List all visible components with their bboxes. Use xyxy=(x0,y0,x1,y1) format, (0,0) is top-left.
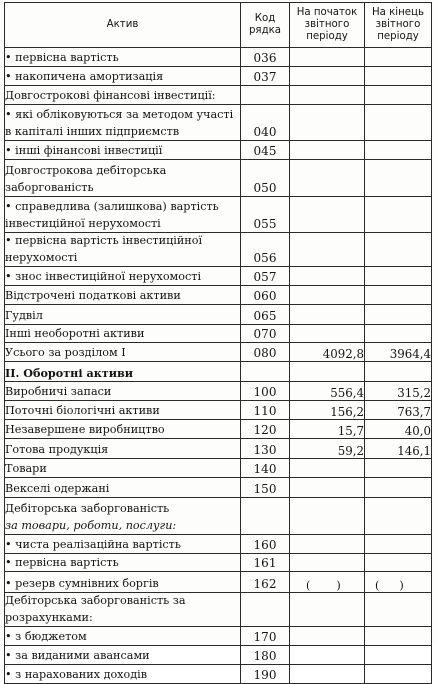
row-label: • з бюджетом xyxy=(5,627,241,646)
row-end-value xyxy=(365,665,432,684)
open-paren: ( xyxy=(375,579,380,592)
row-code: 170 xyxy=(241,627,290,646)
row-begin-value xyxy=(290,362,365,382)
balance-sheet-table xyxy=(4,2,432,684)
row-end-value xyxy=(365,362,432,382)
row-begin-value xyxy=(290,498,365,535)
table-row xyxy=(5,267,432,286)
row-begin-value xyxy=(290,48,365,67)
row-end-value xyxy=(365,554,432,572)
row-code: 056 xyxy=(241,233,290,267)
row-label: Усього за розділом I xyxy=(5,343,241,362)
table-row xyxy=(5,646,432,665)
table-row xyxy=(5,67,432,86)
row-begin-value: 556,4 xyxy=(290,382,365,401)
row-code xyxy=(241,593,290,627)
table-row xyxy=(5,401,432,420)
header-asset: Актив xyxy=(5,3,241,48)
row-label: Довгострокова дебіторська заборгованість xyxy=(5,160,241,197)
table-row xyxy=(5,478,432,498)
table-row xyxy=(5,343,432,362)
row-end-value xyxy=(365,498,432,535)
row-code: 161 xyxy=(241,554,290,572)
table-row xyxy=(5,286,432,305)
row-begin-value xyxy=(290,535,365,554)
table-row xyxy=(5,48,432,67)
table-row xyxy=(5,105,432,141)
header-code: Код рядка xyxy=(241,3,290,48)
row-code: 190 xyxy=(241,665,290,684)
table-header-row xyxy=(5,3,432,48)
row-code xyxy=(241,362,290,382)
row-begin-value xyxy=(290,197,365,233)
row-end-value: 315,2 xyxy=(365,382,432,401)
row-code: 065 xyxy=(241,305,290,325)
row-end-value xyxy=(365,572,432,593)
row-begin-value xyxy=(290,105,365,141)
row-begin-value xyxy=(290,160,365,197)
row-code: 060 xyxy=(241,286,290,305)
section-row xyxy=(5,362,432,382)
row-code xyxy=(241,86,290,105)
header-begin-period: На початок звітного періоду xyxy=(290,3,365,48)
row-label: Довгострокові фінансові інвестиції: xyxy=(5,86,241,105)
row-label: Відстрочені податкові активи xyxy=(5,286,241,305)
row-label xyxy=(5,498,241,535)
row-end-value xyxy=(365,478,432,498)
table-row xyxy=(5,233,432,267)
row-code: 080 xyxy=(241,343,290,362)
row-code: 120 xyxy=(241,420,290,439)
row-label: • справедлива (залишкова) вартість інвестиційної нерухомості xyxy=(5,197,241,233)
row-end-value xyxy=(365,105,432,141)
row-label: Незавершене виробництво xyxy=(5,420,241,439)
table-row xyxy=(5,160,432,197)
row-label: • первісна вартість xyxy=(5,554,241,572)
row-code: 130 xyxy=(241,439,290,459)
row-begin-value xyxy=(290,305,365,325)
row-code: 162 xyxy=(241,572,290,593)
row-label: Готова продукція xyxy=(5,439,241,459)
section-title: II. Оборотні активи xyxy=(5,362,241,382)
row-code: 180 xyxy=(241,646,290,665)
row-begin-value: 4092,8 xyxy=(290,343,365,362)
row-code: 036 xyxy=(241,48,290,67)
row-end-value xyxy=(365,286,432,305)
row-label: • знос інвестиційної нерухомості xyxy=(5,267,241,286)
row-end-value xyxy=(365,86,432,105)
row-code xyxy=(241,498,290,535)
row-label: • інші фінансові інвестиції xyxy=(5,141,241,160)
table-row xyxy=(5,305,432,325)
row-begin-value xyxy=(290,141,365,160)
row-code: 045 xyxy=(241,141,290,160)
row-code: 040 xyxy=(241,105,290,141)
row-end-value xyxy=(365,305,432,325)
row-end-value xyxy=(365,233,432,267)
row-label: • резерв сумнівних боргів xyxy=(5,572,241,593)
row-label: Гудвіл xyxy=(5,305,241,325)
table-row xyxy=(5,439,432,459)
row-begin-value xyxy=(290,627,365,646)
row-end-value xyxy=(365,141,432,160)
table-row xyxy=(5,325,432,343)
row-label: • чиста реалізаційна вартість xyxy=(5,535,241,554)
table-row xyxy=(5,535,432,554)
row-begin-value xyxy=(290,325,365,343)
table-row xyxy=(5,382,432,401)
close-paren: ) xyxy=(399,579,404,592)
row-code: 050 xyxy=(241,160,290,197)
row-end-value xyxy=(365,267,432,286)
row-end-value: 146,1 xyxy=(365,439,432,459)
table-row xyxy=(5,420,432,439)
row-end-value: 40,0 xyxy=(365,420,432,439)
close-paren: ) xyxy=(336,579,341,592)
row-begin-value xyxy=(290,646,365,665)
row-label-line1: Дебіторська заборгованість xyxy=(5,502,170,515)
row-end-value: 763,7 xyxy=(365,401,432,420)
row-begin-value: 15,7 xyxy=(290,420,365,439)
row-code: 150 xyxy=(241,478,290,498)
row-begin-value xyxy=(290,67,365,86)
row-begin-value xyxy=(290,286,365,305)
row-end-value xyxy=(365,160,432,197)
row-end-value xyxy=(365,325,432,343)
row-begin-value xyxy=(290,86,365,105)
header-end-period: На кінець звітного періоду xyxy=(365,3,432,48)
row-begin-value xyxy=(290,572,365,593)
row-begin-value xyxy=(290,233,365,267)
row-label: • які обліковуються за методом участі в капіталі інших підприємств xyxy=(5,105,241,141)
row-code: 110 xyxy=(241,401,290,420)
row-begin-value xyxy=(290,593,365,627)
row-end-value xyxy=(365,535,432,554)
row-begin-value: 156,2 xyxy=(290,401,365,420)
table-row xyxy=(5,498,432,535)
row-end-value: 3964,4 xyxy=(365,343,432,362)
row-label: • первісна вартість xyxy=(5,48,241,67)
row-end-value xyxy=(365,67,432,86)
row-end-value xyxy=(365,197,432,233)
row-begin-value xyxy=(290,554,365,572)
row-label: • первісна вартість інвестиційної нерухомості xyxy=(5,233,241,267)
row-code: 140 xyxy=(241,459,290,478)
row-label: • за виданими авансами xyxy=(5,646,241,665)
row-code: 100 xyxy=(241,382,290,401)
table-row xyxy=(5,554,432,572)
row-end-value xyxy=(365,593,432,627)
table-row xyxy=(5,627,432,646)
row-label: • з нарахованих доходів xyxy=(5,665,241,684)
row-begin-value xyxy=(290,478,365,498)
row-label: • накопичена амортизація xyxy=(5,67,241,86)
row-label: Векселі одержані xyxy=(5,478,241,498)
row-code: 057 xyxy=(241,267,290,286)
row-end-value xyxy=(365,627,432,646)
row-begin-value xyxy=(290,267,365,286)
table-row xyxy=(5,572,432,593)
row-code: 037 xyxy=(241,67,290,86)
table-row xyxy=(5,593,432,627)
table-row xyxy=(5,665,432,684)
row-begin-value xyxy=(290,665,365,684)
row-label: Товари xyxy=(5,459,241,478)
row-end-value xyxy=(365,646,432,665)
row-label: Виробничі запаси xyxy=(5,382,241,401)
table-row xyxy=(5,197,432,233)
row-begin-value xyxy=(290,459,365,478)
row-code: 055 xyxy=(241,197,290,233)
row-label: Інші необоротні активи xyxy=(5,325,241,343)
table-row xyxy=(5,86,432,105)
table-row xyxy=(5,459,432,478)
row-label: Поточні біологічні активи xyxy=(5,401,241,420)
row-label-line2: за товари, роботи, послуги: xyxy=(5,518,177,532)
row-code: 070 xyxy=(241,325,290,343)
row-end-value xyxy=(365,48,432,67)
row-begin-value: 59,2 xyxy=(290,439,365,459)
row-code: 160 xyxy=(241,535,290,554)
table-row xyxy=(5,141,432,160)
open-paren: ( xyxy=(306,579,311,592)
row-end-value xyxy=(365,459,432,478)
row-label: Дебіторська заборгованість за розрахунками: xyxy=(5,593,241,627)
